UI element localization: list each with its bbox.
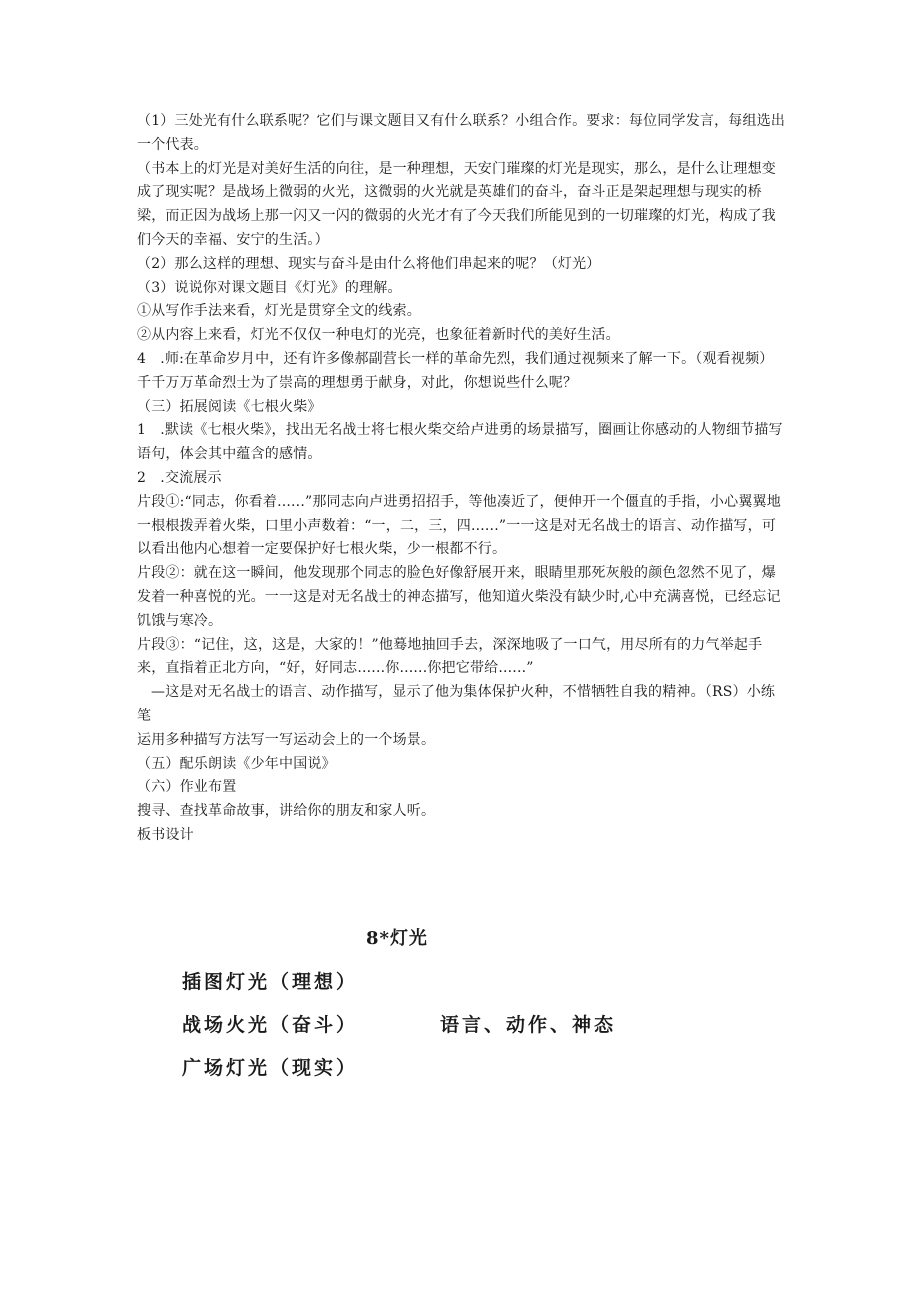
paragraph-question-2: （2）那么这样的理想、现实与奋斗是由什么将他们串起来的呢？（灯光）	[137, 255, 601, 272]
board-title: 8*灯光	[366, 928, 428, 949]
paragraph-question-3: （3）说说你对课文题目《灯光》的理解。	[137, 279, 402, 296]
paragraph-answer-1: （书本上的灯光是对美好生活的向往，是一种理想，天安门璀璨的灯光是现实，那么，是什么让理想变成了现实呢？是战场上微弱的火光，这微弱的火光就是英雄们的奋斗，奋斗正是架起理想与现实的桥梁，而正因为战场上那一闪又一闪的微弱的火光才有了今天我们所能见到的一切璀璨的灯光，构成了我们今天的幸福、安宁的生活。）	[137, 160, 776, 248]
lesson-text	[137, 110, 787, 848]
paragraph-exchange: 2 .交流展示	[137, 469, 222, 486]
paragraph-homework: 搜寻、查找革命故事，讲给你的朋友和家人听。	[137, 803, 436, 820]
section-heading-extended-reading: （三）拓展阅读《七根火柴》	[137, 398, 322, 415]
board-line-description-methods: 语言、动作、神态	[440, 1014, 617, 1036]
board-line-illustration-light: 插图灯光（理想）	[182, 971, 359, 993]
paragraph-point-2: ②从内容上来看，灯光不仅仅一种电灯的光亮，也象征着新时代的美好生活。	[137, 327, 620, 344]
paragraph-excerpt-3: 片段③：“记住，这，这是，大家的！”他蓦地抽回手去，深深地吸了一口气，用尽所有的力气举起手来，直指着正北方向，“好，好同志......你......你把它带给......”	[137, 636, 763, 677]
paragraph-excerpt-2: 片段②：就在这一瞬间，他发现那个同志的脸色好像舒展开来，眼睛里那死灰般的颜色忽然不见了，爆发着一种喜悦的光。一一这是对无名战士的神态描写，他知道火柴没有缺少时,心中充满喜悦，已经忘记饥饿与寒冷。	[137, 565, 781, 629]
paragraph-silent-reading: 1 .默读《七根火柴》，找出无名战士将七根火柴交给卢进勇的场景描写，圈画让你感动的人物细节描写语句，体会其中蕴含的感情。	[137, 422, 783, 463]
section-heading-board-design: 板书设计	[137, 826, 194, 843]
paragraph-question-1: （1）三处光有什么联系呢？它们与课文题目又有什么联系？小组合作。要求：每位同学发言，每组选出一个代表。	[137, 113, 786, 153]
board-line-square-light: 广场灯光（现实）	[182, 1057, 359, 1079]
section-heading-recitation: （五）配乐朗读《少年中国说》	[137, 755, 336, 772]
paragraph-point-1: ①从写作手法来看，灯光是贯穿全文的线索。	[137, 303, 421, 320]
paragraph-excerpt-1: 片段①:“同志，你看着......”那同志向卢进勇招招手，等他凑近了，便伸开一个僵直的手指，小心翼翼地一根根拨弄着火柴，口里小声数着：“一，二，三，四......”一一这是对无名战士的语言、动作描写，可以看出他内心想着一定要保护好七根火柴，少一根都不行。	[137, 493, 781, 558]
paragraph-writing-task: 运用多种描写方法写一写运动会上的一个场景。	[137, 731, 436, 748]
paragraph-step-4: 4 .师:在革命岁月中，还有许多像郝副营长一样的革命先烈，我们通过视频来了解一下。（观看视频）千千万万革命烈士为了崇高的理想勇于献身，对此，你想说些什么呢？	[137, 350, 774, 391]
board-line-battlefield-fire: 战场火光（奋斗）	[182, 1014, 359, 1036]
section-heading-homework: （六）作业布置	[137, 779, 237, 796]
paragraph-excerpt-3-analysis: —这是对无名战士的语言、动作描写，显示了他为集体保护火种，不惜牺牲自我的精神。（RS）小练笔	[137, 684, 776, 724]
